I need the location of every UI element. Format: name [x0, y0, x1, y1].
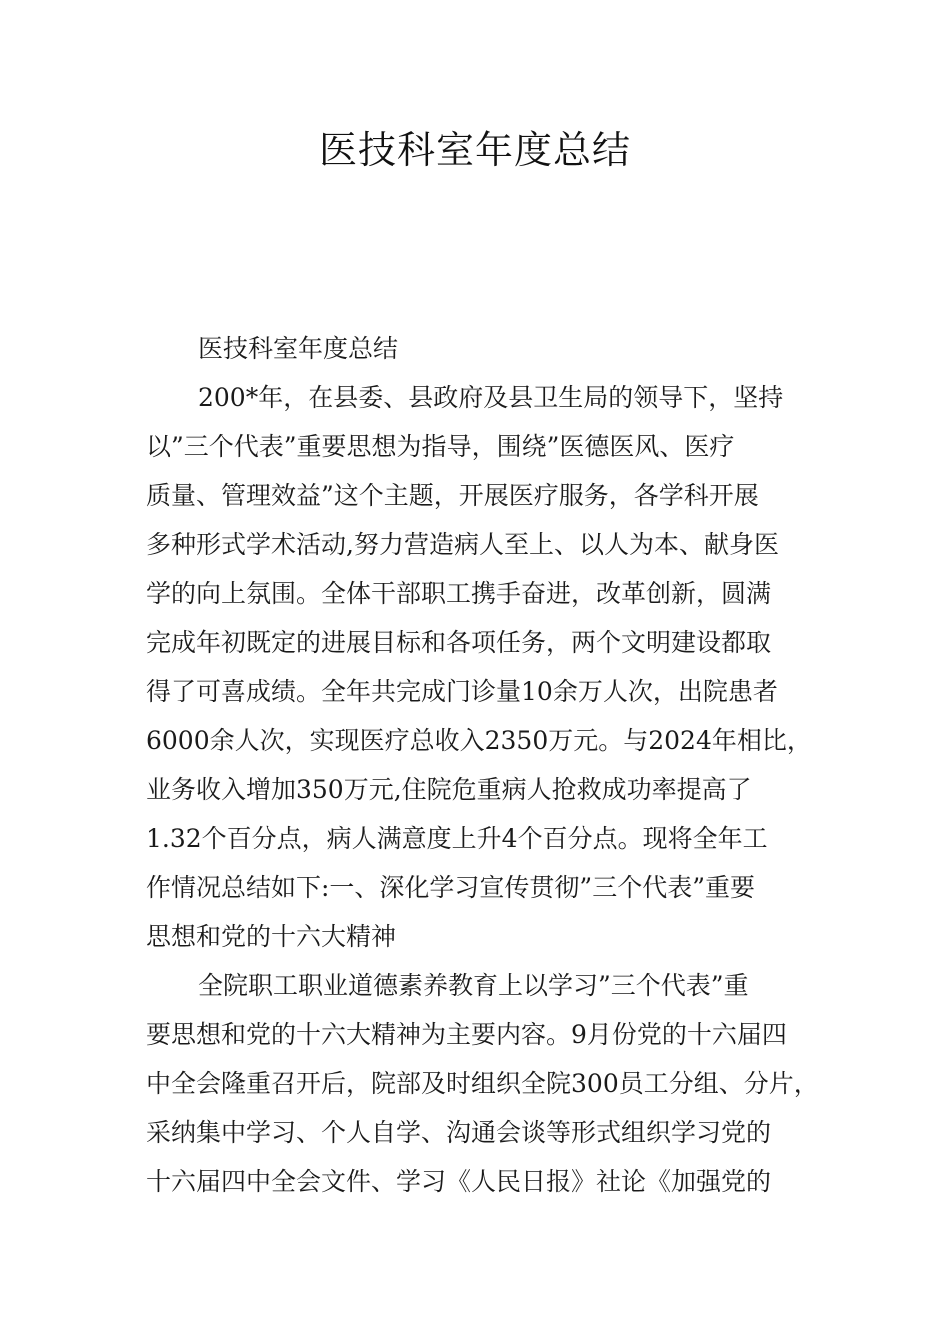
body-line: 医技科室年度总结	[198, 334, 399, 363]
document-title: 医技科室年度总结	[318, 128, 631, 172]
body-line: 质量、管理效益”这个主题，开展医疗服务，各学科开展	[146, 481, 759, 510]
body-line: 1.32个百分点，病人满意度上升4个百分点。现将全年工	[146, 824, 768, 853]
document-body	[146, 324, 826, 1206]
body-line: 完成年初既定的进展目标和各项任务，两个文明建设都取	[146, 628, 772, 657]
body-line: 200*年，在县委、县政府及县卫生局的领导下，坚持	[198, 383, 784, 412]
body-line: 十六届四中全会文件、学习《人民日报》社论《加强党的	[146, 1167, 772, 1196]
body-line: 全院职工职业道德素养教育上以学习”三个代表”重	[198, 971, 749, 1000]
body-line: 采纳集中学习、个人自学、沟通会谈等形式组织学习党的	[146, 1118, 772, 1147]
body-line: 6000余人次，实现医疗总收入2350万元。与2024年相比，	[146, 726, 812, 755]
body-line: 要思想和党的十六大精神为主要内容。9月份党的十六届四	[146, 1020, 787, 1049]
body-line: 多种形式学术活动,努力营造病人至上、以人为本、献身医	[146, 530, 779, 559]
body-line: 思想和党的十六大精神	[146, 922, 397, 951]
body-line: 作情况总结如下:一、深化学习宣传贯彻”三个代表”重要	[146, 873, 755, 902]
body-line: 业务收入增加350万元,住院危重病人抢救成功率提高了	[146, 775, 752, 804]
body-line: 以”三个代表”重要思想为指导，围绕”医德医风、医疗	[146, 432, 735, 461]
body-line: 得了可喜成绩。全年共完成门诊量10余万人次，出院患者	[146, 677, 778, 706]
body-line: 中全会隆重召开后，院部及时组织全院300员工分组、分片，	[146, 1069, 819, 1098]
body-line: 学的向上氛围。全体干部职工携手奋进，改革创新，圆满	[146, 579, 772, 608]
